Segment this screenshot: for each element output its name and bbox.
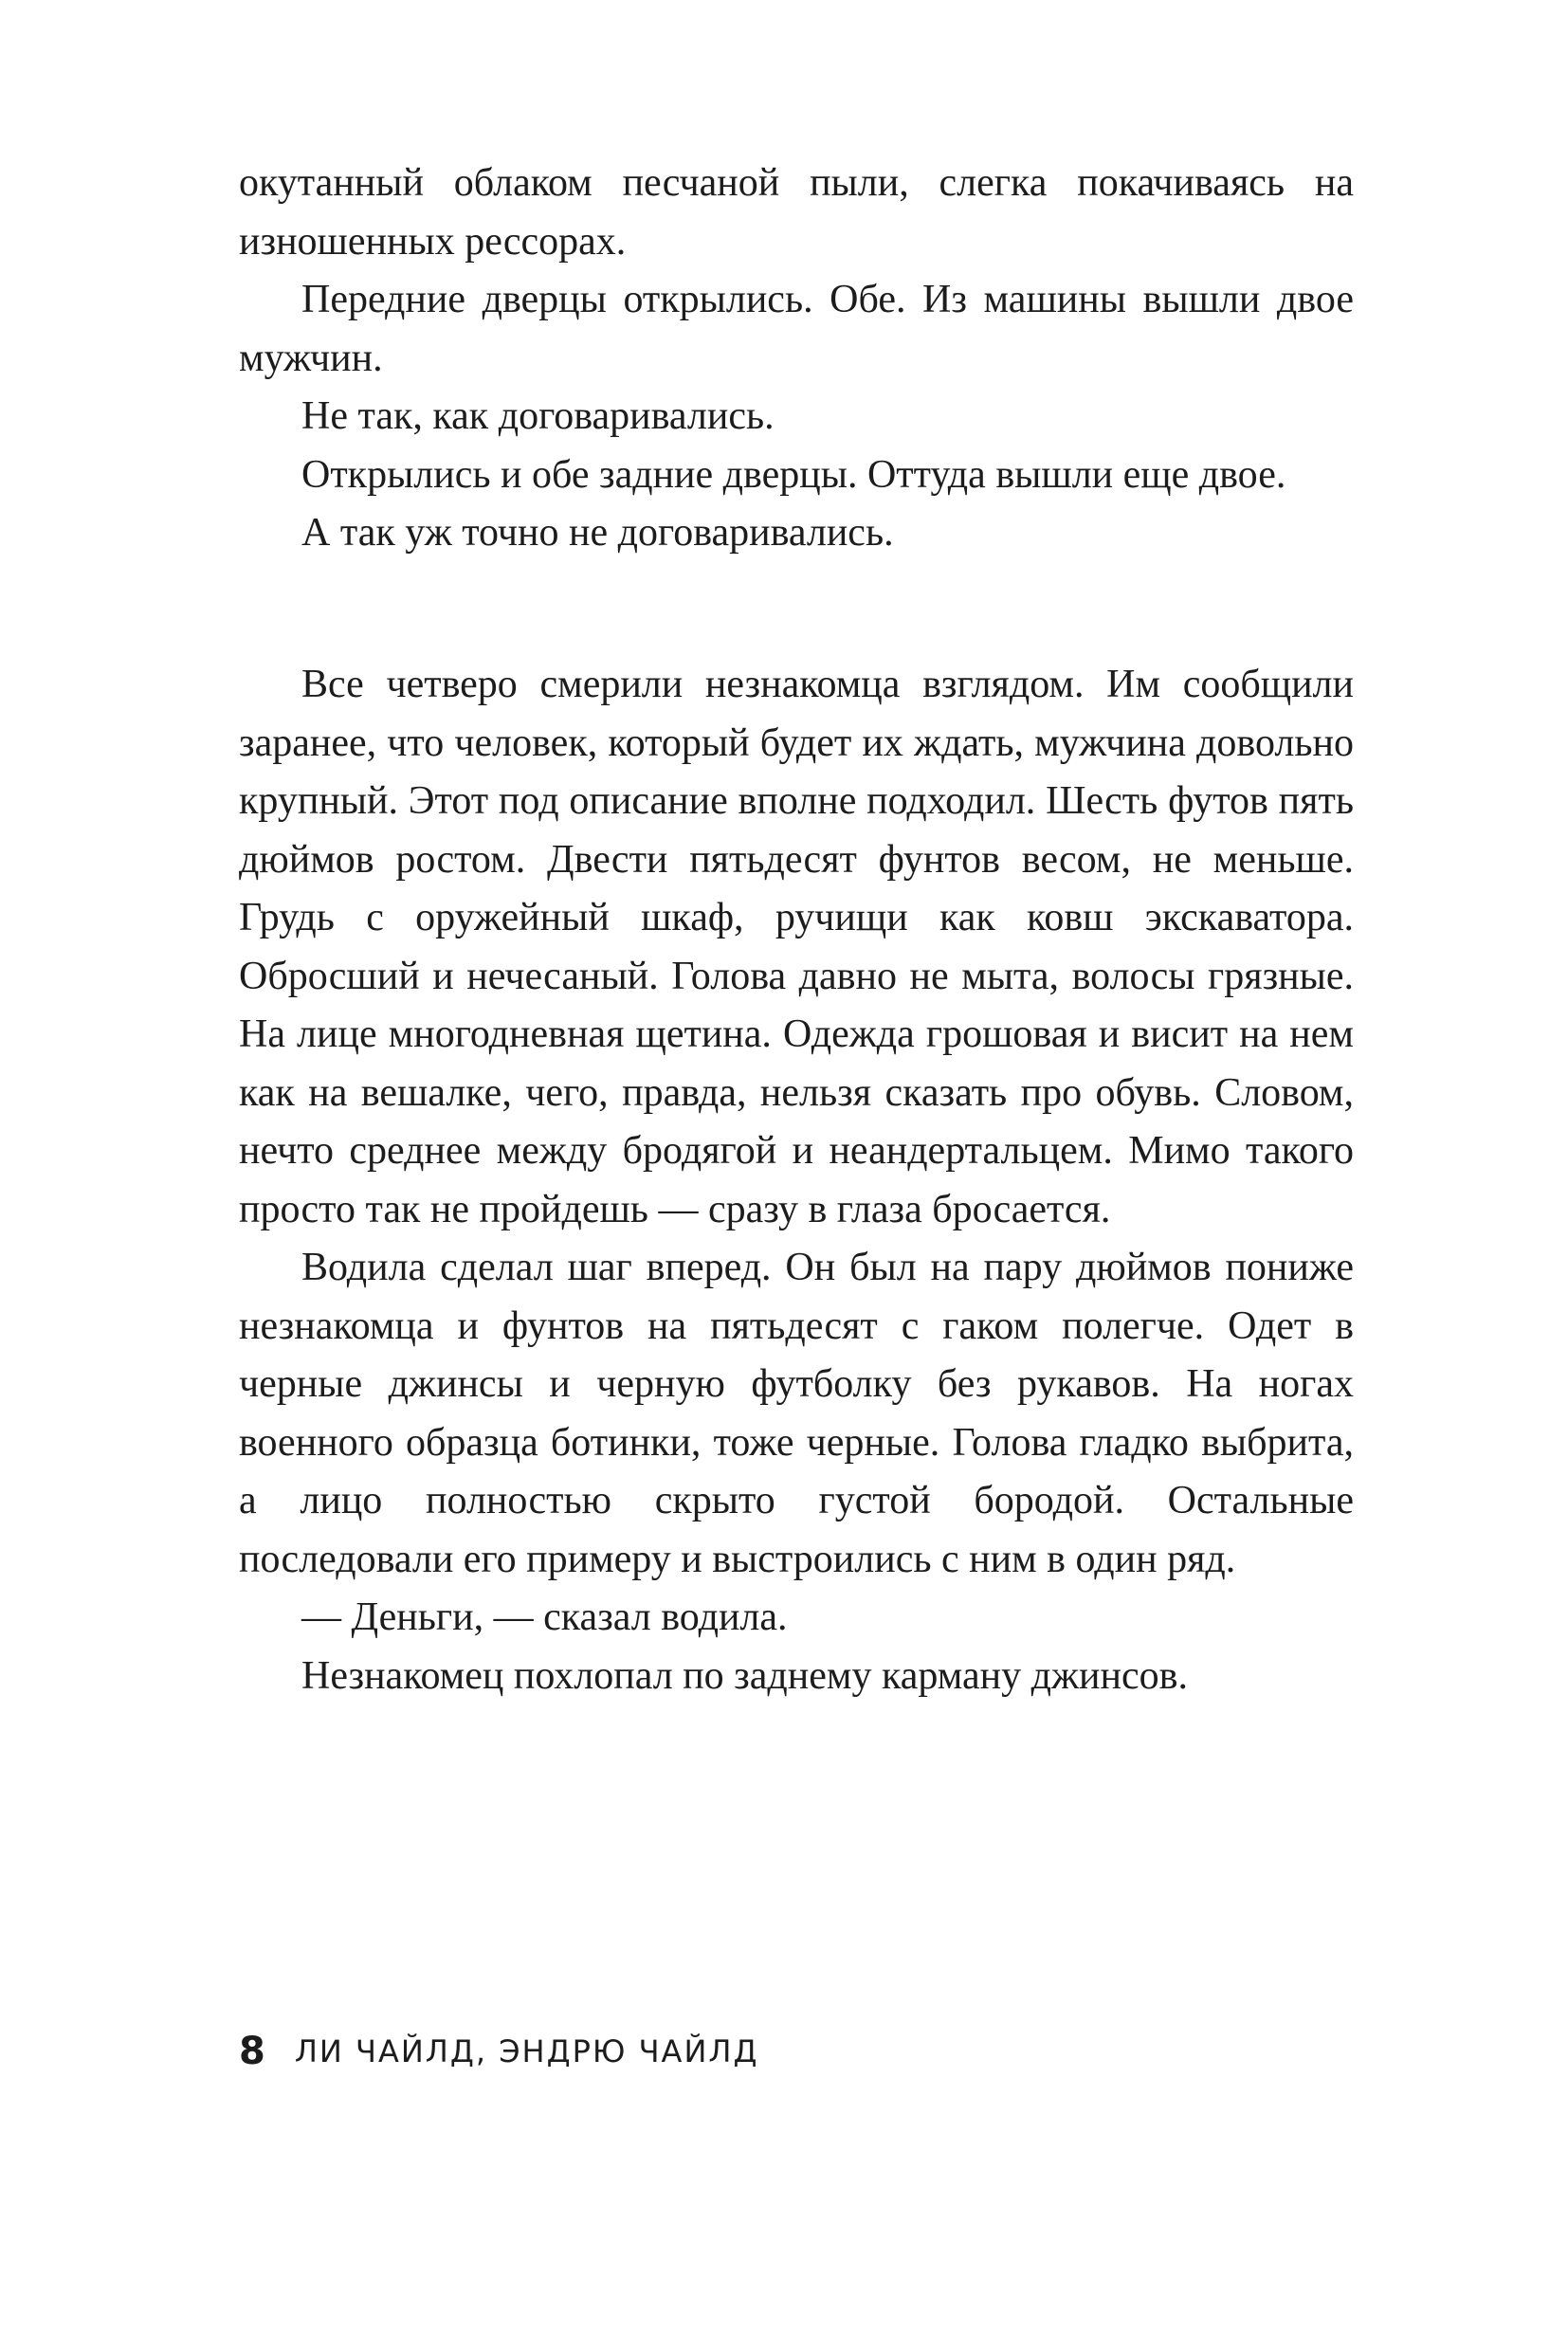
paragraph: А так уж точно не договаривались.: [301, 511, 894, 555]
paragraph: окутанный облаком песчаной пыли, слегка покачиваясь на изношенных рессорах.: [239, 161, 1354, 264]
paragraph: Передние дверцы открылись. Обе. Из машины вышли двое мужчин.: [239, 278, 1354, 380]
page-footer: [239, 2028, 758, 2075]
text-section-2: [239, 656, 1354, 1705]
page-number: 8: [239, 2030, 266, 2073]
paragraph: Все четверо смерили незнакомца взглядом. Им сообщили заранее, что человек, который будет их ждать, мужчина довольно крупный. Этот под описание вполне подходил. Шесть футов пять дюймов ростом. Двести пятьдесят фунтов весом, не меньше. Грудь с оружейный шкаф, ручищи как ковш экскаватора. Обросший и нечесаный. Голова давно не мыта, волосы грязные. На лице многодневная щетина. Одежда грошовая и висит на нем как на вешалке, чего, правда, нельзя сказать про обувь. Словом, нечто среднее между бродягой и неандертальцем. Мимо такого просто так не пройдешь — сразу в глаза бросается.: [239, 663, 1354, 1231]
paragraph: — Деньги, — сказал водила.: [301, 1595, 788, 1639]
paragraph: Открылись и обе задние дверцы. Оттуда вышли еще двое.: [301, 452, 1286, 497]
paragraph: Незнакомец похлопал по заднему карману джинсов.: [301, 1653, 1188, 1698]
running-head: ЛИ ЧАЙЛД, ЭНДРЮ ЧАЙЛД: [294, 2033, 759, 2069]
paragraph: Водила сделал шаг вперед. Он был на пару дюймов пониже незнакомца и фунтов на пятьдесят с гаком полегче. Одет в черные джинсы и черную футболку без рукавов. На ногах военного образца ботинки, тоже черные. Голова гладко выбрита, а лицо полностью скрыто густой бородой. Остальные последовали его примеру и выстроились с ним в один ряд.: [239, 1246, 1354, 1581]
paragraph: Не так, как договаривались.: [301, 394, 775, 438]
text-section-1: [239, 155, 1354, 563]
